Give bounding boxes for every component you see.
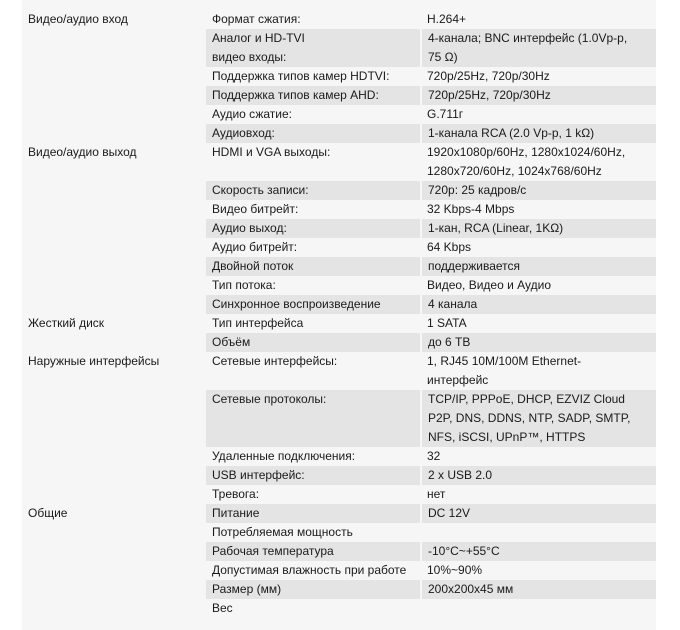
spec-group-label xyxy=(22,428,206,447)
spec-value xyxy=(421,599,656,618)
spec-group-label xyxy=(22,409,206,428)
spec-value: Видео, Видео и Аудио xyxy=(427,278,552,292)
spec-value: поддерживается xyxy=(421,257,656,276)
spec-value: 75 Ω) xyxy=(421,48,656,67)
spec-value: 200x200x45 мм xyxy=(421,580,656,599)
spec-property-label xyxy=(206,371,421,390)
spec-group-label xyxy=(22,105,206,124)
spec-value: -10°C~+55°C xyxy=(421,542,656,561)
spec-value: 4-канала; BNC интерфейс (1.0Vp-p, xyxy=(421,29,656,48)
spec-group-label xyxy=(22,162,206,181)
spec-value xyxy=(421,523,656,542)
spec-group-label xyxy=(22,542,206,561)
spec-row xyxy=(22,162,656,181)
spec-row xyxy=(22,561,656,580)
spec-property-label: Аудио выход: xyxy=(206,219,421,238)
spec-group-label xyxy=(22,371,206,390)
spec-row xyxy=(22,200,656,219)
spec-value: 1-канала RCA (2.0 Vp-p, 1 kΩ) xyxy=(421,124,656,143)
spec-group-label: Видео/аудио вход xyxy=(28,12,128,26)
spec-group-label xyxy=(22,523,206,542)
spec-row xyxy=(22,409,656,428)
spec-property-label: Поддержка типов камер AHD: xyxy=(206,86,421,105)
spec-table-body xyxy=(22,10,656,618)
spec-property-label: Аудиовход: xyxy=(206,124,421,143)
spec-group-label: Жесткий диск xyxy=(28,316,105,330)
spec-property-label: Аналог и HD-TVI xyxy=(206,29,421,48)
spec-row xyxy=(22,314,656,333)
spec-value: 720p/25Hz, 720p/30Hz xyxy=(427,69,550,83)
spec-value: H.264+ xyxy=(427,12,467,26)
spec-group-label xyxy=(22,181,206,200)
spec-row xyxy=(22,485,656,504)
spec-value: 32 Kbps-4 Mbps xyxy=(427,202,515,216)
spec-table xyxy=(22,10,656,618)
spec-group-label: Общие xyxy=(28,506,68,520)
spec-value: TCP/IP, PPPoE, DHCP, EZVIZ Cloud xyxy=(421,390,656,409)
spec-value: NFS, iSCSI, UPnP™, HTTPS xyxy=(421,428,656,447)
spec-property-label: Аудио битрейт: xyxy=(212,240,298,254)
spec-row xyxy=(22,67,656,86)
spec-row xyxy=(22,466,656,485)
spec-row xyxy=(22,219,656,238)
spec-row xyxy=(22,295,656,314)
spec-property-label: Двойной поток xyxy=(206,257,421,276)
spec-value: 2 x USB 2.0 xyxy=(421,466,656,485)
spec-property-label xyxy=(206,428,421,447)
spec-value: 720p/25Hz, 720p/30Hz xyxy=(421,86,656,105)
spec-property-label: USB интерфейс: xyxy=(206,466,421,485)
spec-value: 32 xyxy=(427,449,441,463)
spec-row xyxy=(22,542,656,561)
spec-row xyxy=(22,599,656,618)
spec-group-label: Наружные интерфейсы xyxy=(28,354,160,368)
spec-row xyxy=(22,428,656,447)
spec-group-label xyxy=(22,485,206,504)
spec-value: DC 12V xyxy=(421,504,656,523)
spec-group-label xyxy=(22,124,206,143)
spec-group-label xyxy=(22,599,206,618)
spec-value: 64 Kbps xyxy=(427,240,472,254)
spec-property-label xyxy=(206,162,421,181)
spec-property-label: видео входы: xyxy=(206,48,421,67)
spec-property-label: Тип интерфейса xyxy=(212,316,304,330)
spec-row xyxy=(22,10,656,29)
spec-row xyxy=(22,105,656,124)
spec-value: G.711г xyxy=(427,107,464,121)
spec-value: интерфейс xyxy=(427,373,489,387)
spec-value: 1, RJ45 10M/100M Ethernet- xyxy=(427,354,582,368)
spec-value: 10%~90% xyxy=(427,563,483,577)
spec-group-label xyxy=(22,219,206,238)
spec-property-label: Сетевые протоколы: xyxy=(206,390,421,409)
spec-row xyxy=(22,29,656,48)
spec-property-label: Синхронное воспроизведение xyxy=(206,295,421,314)
spec-group-label xyxy=(22,200,206,219)
spec-value: 1-кан, RCA (Linear, 1KΩ) xyxy=(421,219,656,238)
spec-row xyxy=(22,238,656,257)
spec-property-label: Допустимая влажность при работе xyxy=(212,563,407,577)
spec-value: P2P, DNS, DDNS, NTP, SADP, SMTP, xyxy=(421,409,656,428)
spec-property-label: Объём xyxy=(206,333,421,352)
spec-property-label: Питание xyxy=(206,504,421,523)
spec-group-label xyxy=(22,48,206,67)
spec-value: 1920x1080p/60Hz, 1280x1024/60Hz, xyxy=(427,145,626,159)
spec-property-label: Аудио сжатие: xyxy=(212,107,292,121)
spec-row xyxy=(22,523,656,542)
spec-group-label xyxy=(22,86,206,105)
spec-value: до 6 TB xyxy=(421,333,656,352)
spec-row xyxy=(22,352,656,371)
spec-property-label xyxy=(206,409,421,428)
spec-row xyxy=(22,257,656,276)
spec-property-label: Тип потока: xyxy=(212,278,276,292)
spec-property-label: Потребляемая мощность xyxy=(212,525,353,539)
spec-value: 720p: 25 кадров/с xyxy=(421,181,656,200)
spec-property-label: Поддержка типов камер HDTVI: xyxy=(212,69,390,83)
spec-row xyxy=(22,580,656,599)
spec-group-label xyxy=(22,333,206,352)
spec-property-label: Скорость записи: xyxy=(206,181,421,200)
spec-group-label xyxy=(22,447,206,466)
spec-property-label: Тревога: xyxy=(212,487,260,501)
spec-group-label: Видео/аудио выход xyxy=(28,145,137,159)
spec-row xyxy=(22,48,656,67)
spec-group-label xyxy=(22,580,206,599)
spec-property-label: HDMI и VGA выходы: xyxy=(212,145,331,159)
spec-property-label: Рабочая температура xyxy=(206,542,421,561)
spec-group-label xyxy=(22,29,206,48)
spec-row xyxy=(22,333,656,352)
spec-row xyxy=(22,86,656,105)
spec-row xyxy=(22,143,656,162)
spec-value: 1 SATA xyxy=(427,316,467,330)
spec-group-label xyxy=(22,390,206,409)
spec-row xyxy=(22,124,656,143)
spec-property-label: Размер (мм) xyxy=(206,580,421,599)
spec-row xyxy=(22,371,656,390)
spec-group-label xyxy=(22,67,206,86)
spec-row xyxy=(22,181,656,200)
spec-property-label: Сетевые интерфейсы: xyxy=(212,354,338,368)
spec-row xyxy=(22,504,656,523)
spec-group-label xyxy=(22,295,206,314)
spec-group-label xyxy=(22,238,206,257)
spec-property-label: Удаленные подключения: xyxy=(212,449,356,463)
spec-group-label xyxy=(22,561,206,580)
spec-property-label: Вес xyxy=(212,601,233,615)
spec-row xyxy=(22,390,656,409)
spec-value: 4 канала xyxy=(421,295,656,314)
spec-row xyxy=(22,276,656,295)
spec-group-label xyxy=(22,257,206,276)
spec-group-label xyxy=(22,466,206,485)
spec-property-label: Видео битрейт: xyxy=(212,202,299,216)
spec-group-label xyxy=(22,276,206,295)
spec-row xyxy=(22,447,656,466)
spec-value: 1280x720/60Hz, 1024x768/60Hz xyxy=(427,164,602,178)
spec-property-label: Формат сжатия: xyxy=(212,12,301,26)
spec-value: нет xyxy=(427,487,446,501)
